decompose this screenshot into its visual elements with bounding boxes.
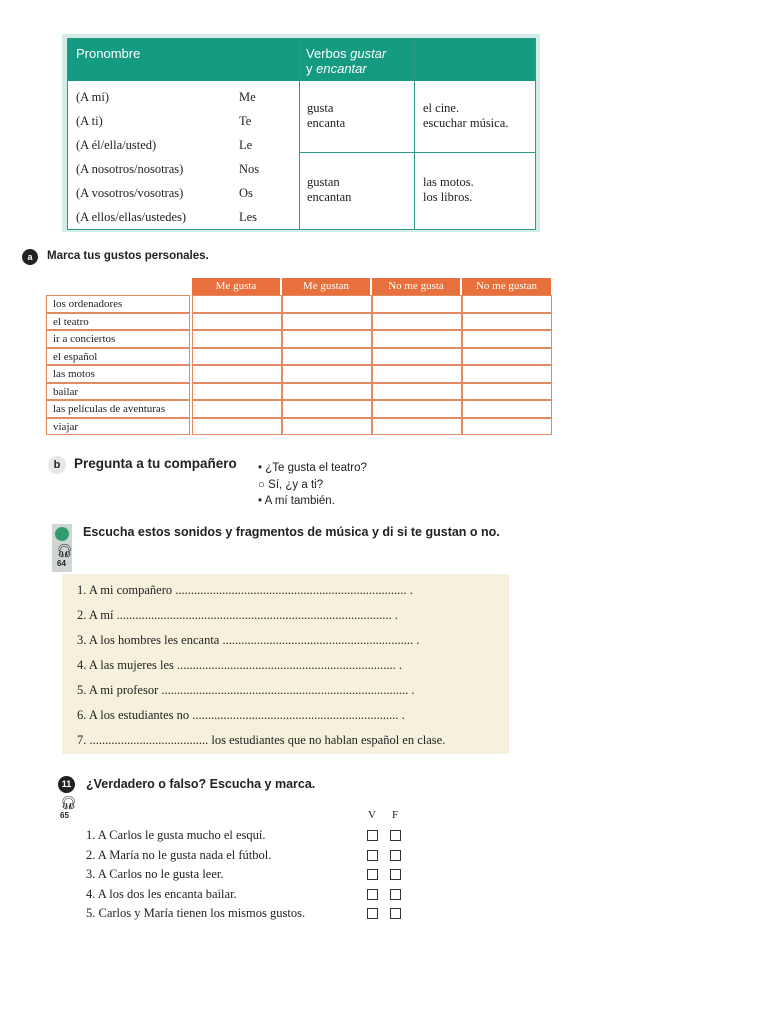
track-number: 65 bbox=[60, 811, 69, 820]
row-label: ir a conciertos bbox=[46, 330, 190, 348]
singular-examples: el cine. escuchar música. bbox=[423, 101, 509, 130]
table-row bbox=[46, 295, 552, 313]
checkbox-cell[interactable] bbox=[282, 313, 372, 331]
headphones-icon: 🎧︎ bbox=[60, 795, 77, 810]
row-label: el español bbox=[46, 348, 190, 366]
checkbox-cell[interactable] bbox=[282, 400, 372, 418]
pronoun-row: (A ti) Te bbox=[76, 114, 252, 128]
exercise-badge: 11 bbox=[58, 776, 75, 793]
pronoun-row: (A mí) Me bbox=[76, 90, 256, 104]
statement: 4. A los dos les encanta bailar. bbox=[86, 886, 237, 901]
true-checkbox[interactable] bbox=[367, 869, 378, 880]
fill-line[interactable]: 3. A los hombres les encanta ............................................................. . bbox=[77, 633, 420, 647]
fill-line[interactable]: 4. A las mujeres les ...................................................................... . bbox=[77, 658, 402, 672]
col-falso: F bbox=[392, 809, 399, 821]
table-row bbox=[46, 330, 552, 348]
table-row bbox=[46, 383, 552, 401]
false-checkbox[interactable] bbox=[390, 869, 401, 880]
false-checkbox[interactable] bbox=[390, 850, 401, 861]
checkbox-cell[interactable] bbox=[372, 313, 462, 331]
pronoun-row: (A vosotros/vosotras) Os bbox=[76, 186, 253, 200]
checkbox-cell[interactable] bbox=[192, 330, 282, 348]
table-row bbox=[46, 348, 552, 366]
checkbox-cell[interactable] bbox=[282, 365, 372, 383]
checkbox-cell[interactable] bbox=[192, 348, 282, 366]
checkbox-cell[interactable] bbox=[462, 383, 552, 401]
false-checkbox[interactable] bbox=[390, 908, 401, 919]
fill-line[interactable]: 1. A mi compañero .......................................................................... . bbox=[77, 583, 413, 597]
row-label: el teatro bbox=[46, 313, 190, 331]
singular-verbs: gusta encanta bbox=[307, 101, 346, 130]
col-no-me-gusta: No me gusta bbox=[372, 278, 460, 295]
row-label: las motos bbox=[46, 365, 190, 383]
checkbox-cell[interactable] bbox=[282, 383, 372, 401]
checkbox-cell[interactable] bbox=[192, 418, 282, 436]
col-no-me-gustan: No me gustan bbox=[462, 278, 551, 295]
dialogue-line: • ¿Te gusta el teatro? bbox=[258, 462, 367, 474]
header-pronombre: Pronombre bbox=[76, 46, 141, 61]
checkbox-cell[interactable] bbox=[372, 365, 462, 383]
checkbox-cell[interactable] bbox=[372, 418, 462, 436]
row-label: los ordenadores bbox=[46, 295, 190, 313]
fill-in-box bbox=[62, 574, 509, 754]
checkbox-cell[interactable] bbox=[372, 330, 462, 348]
dialogue-line: ○ Sí, ¿y a ti? bbox=[258, 479, 324, 491]
exercise-badge: b bbox=[48, 456, 66, 474]
listening-title: Escucha estos sonidos y fragmentos de música y di si te gustan o no. bbox=[83, 525, 500, 539]
exercise-b bbox=[44, 452, 392, 514]
checkbox-cell[interactable] bbox=[462, 418, 552, 436]
row-label: las películas de aventuras bbox=[46, 400, 190, 418]
checkbox-cell[interactable] bbox=[462, 400, 552, 418]
checkbox-cell[interactable] bbox=[372, 400, 462, 418]
pronoun-row: (A nosotros/nosotras) Nos bbox=[76, 162, 260, 176]
true-checkbox[interactable] bbox=[367, 889, 378, 900]
grammar-table bbox=[62, 34, 540, 232]
exercise-badge: a bbox=[22, 249, 38, 265]
fill-line[interactable]: 7. ...................................... los estudiantes que no hablan español en clase. bbox=[77, 733, 446, 747]
fill-line[interactable]: 2. A mí ........................................................................................ . bbox=[77, 608, 398, 622]
col-me-gusta: Me gusta bbox=[192, 278, 280, 295]
exercise-a-title: Marca tus gustos personales. bbox=[47, 250, 209, 262]
true-checkbox[interactable] bbox=[367, 830, 378, 841]
statement: 3. A Carlos no le gusta leer. bbox=[86, 867, 224, 881]
col-me-gustan: Me gustan bbox=[282, 278, 370, 295]
checkbox-cell[interactable] bbox=[282, 295, 372, 313]
checkbox-cell[interactable] bbox=[372, 295, 462, 313]
listening-exercise-header bbox=[52, 524, 512, 572]
plural-examples: las motos. los libros. bbox=[423, 175, 474, 204]
checkbox-cell[interactable] bbox=[282, 330, 372, 348]
checkbox-cell[interactable] bbox=[192, 383, 282, 401]
exercise-badge bbox=[55, 527, 69, 541]
checkbox-cell[interactable] bbox=[372, 383, 462, 401]
checkbox-cell[interactable] bbox=[462, 330, 552, 348]
checkbox-cell[interactable] bbox=[282, 418, 372, 436]
checkbox-cell[interactable] bbox=[192, 295, 282, 313]
header-verbos: Verbos gustar y encantar bbox=[306, 46, 387, 76]
col-verdadero: V bbox=[368, 809, 376, 821]
checkbox-cell[interactable] bbox=[192, 365, 282, 383]
checkbox-cell[interactable] bbox=[462, 295, 552, 313]
statement: 2. A María no le gusta nada el fútbol. bbox=[86, 847, 272, 862]
false-checkbox[interactable] bbox=[390, 889, 401, 900]
pronoun-row: (A ellos/ellas/ustedes) Les bbox=[76, 210, 258, 224]
track-number: 64 bbox=[57, 559, 66, 568]
likes-table bbox=[46, 278, 552, 436]
checkbox-cell[interactable] bbox=[192, 313, 282, 331]
checkbox-cell[interactable] bbox=[462, 348, 552, 366]
false-checkbox[interactable] bbox=[390, 830, 401, 841]
statement: 5. Carlos y María tienen los mismos gustos. bbox=[86, 906, 306, 920]
row-label: viajar bbox=[46, 418, 190, 436]
table-row bbox=[46, 365, 552, 383]
checkbox-cell[interactable] bbox=[192, 400, 282, 418]
table-row bbox=[46, 313, 552, 331]
checkbox-cell[interactable] bbox=[462, 313, 552, 331]
exercise-b-title: Pregunta a tu compañero bbox=[74, 456, 237, 471]
fill-line[interactable]: 6. A los estudiantes no .................................................................. . bbox=[77, 708, 405, 722]
row-label: bailar bbox=[46, 383, 190, 401]
checkbox-cell[interactable] bbox=[372, 348, 462, 366]
pronoun-row: (A él/ella/usted) Le bbox=[76, 138, 253, 152]
table-row bbox=[46, 400, 552, 418]
fill-line[interactable]: 5. A mi profesor ............................................................................... . bbox=[77, 683, 415, 697]
table-row bbox=[46, 418, 552, 436]
checkbox-cell[interactable] bbox=[282, 348, 372, 366]
checkbox-cell[interactable] bbox=[462, 365, 552, 383]
exercise-11-title: ¿Verdadero o falso? Escucha y marca. bbox=[86, 777, 316, 791]
true-checkbox[interactable] bbox=[367, 908, 378, 919]
headphones-icon: 🎧︎ bbox=[56, 543, 73, 558]
true-checkbox[interactable] bbox=[367, 850, 378, 861]
dialogue-line: • A mí también. bbox=[258, 495, 335, 507]
plural-verbs: gustan encantan bbox=[307, 175, 352, 204]
statement: 1. A Carlos le gusta mucho el esquí. bbox=[86, 828, 266, 842]
